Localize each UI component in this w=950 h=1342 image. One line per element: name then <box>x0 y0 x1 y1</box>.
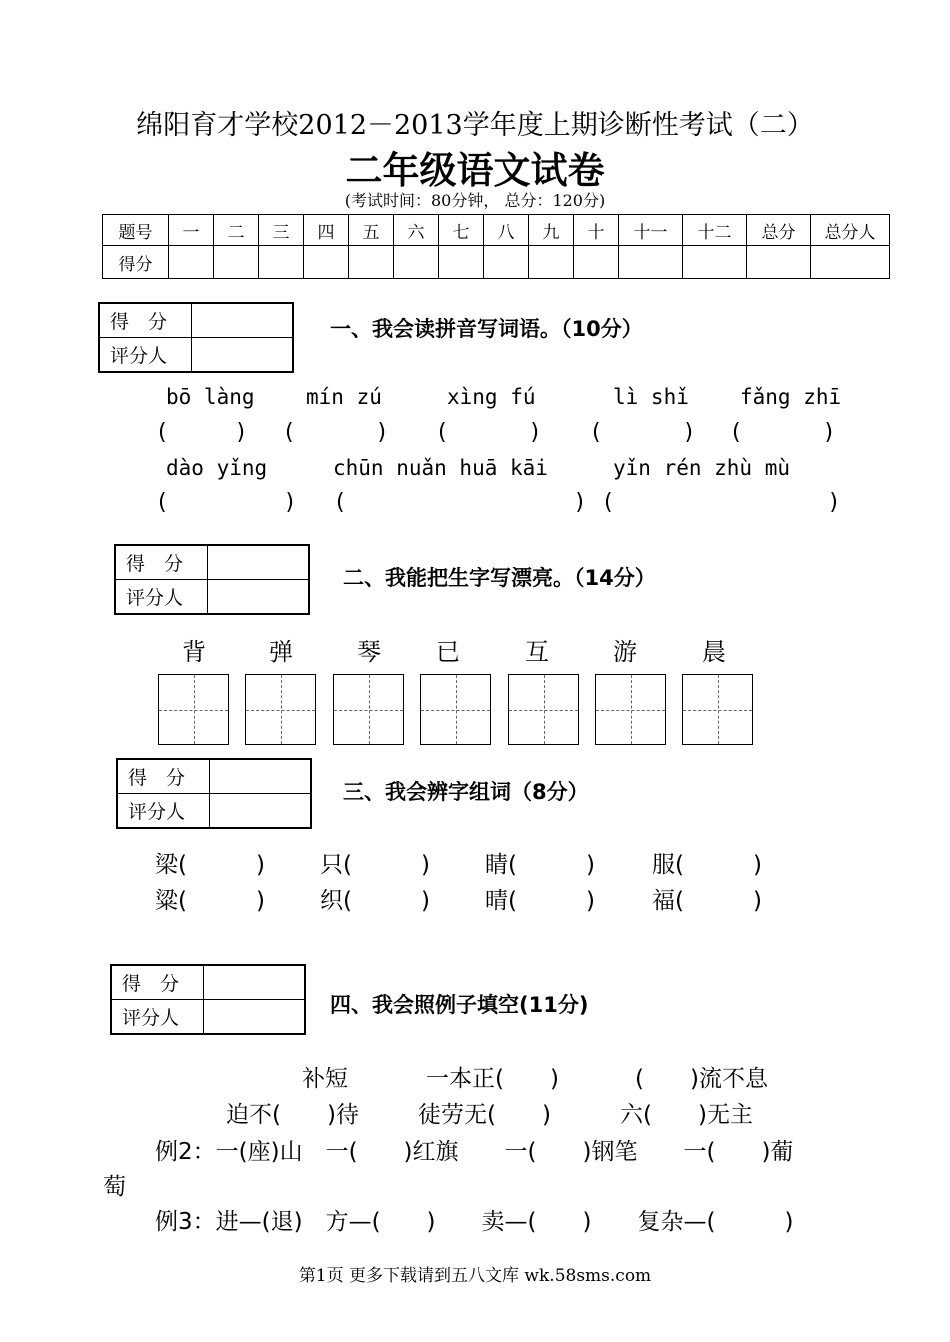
character: 游 <box>613 638 637 666</box>
grade-box-grader-label: 评分人 <box>117 794 210 829</box>
section3-heading: 三、我会辨字组词（8分） <box>343 780 589 804</box>
section1-heading: 一、我会读拼音写词语。（10分） <box>330 317 643 341</box>
score-table-cell: 六 <box>394 215 439 246</box>
idiom-item[interactable]: 徒劳无( ) <box>418 1102 551 1128</box>
grade-box-grader-label: 评分人 <box>99 338 192 373</box>
character: 晨 <box>702 638 726 666</box>
score-blank[interactable] <box>349 246 394 279</box>
score-blank[interactable] <box>529 246 574 279</box>
score-table-cell: 十 <box>574 215 619 246</box>
pinyin-item: mín zú <box>306 385 382 409</box>
score-blank[interactable] <box>747 246 811 279</box>
word-group-item[interactable]: 粱( ) <box>155 888 265 914</box>
score-table-cell: 十一 <box>619 215 683 246</box>
idiom-item[interactable]: 迫不( )待 <box>226 1102 359 1128</box>
exam-info: (考试时间：80分钟， 总分：120分) <box>344 191 606 210</box>
grade-box-blank[interactable] <box>208 580 310 615</box>
character: 弹 <box>269 638 293 666</box>
score-table-cell: 十二 <box>683 215 747 246</box>
idiom-item[interactable]: ( )流不息 <box>635 1066 768 1092</box>
word-group-item[interactable]: 晴( ) <box>485 888 595 914</box>
writing-grid-box[interactable] <box>333 674 404 745</box>
word-group-item[interactable]: 织( ) <box>320 888 430 914</box>
grade-box-score-label: 得 分 <box>115 545 208 580</box>
score-table-score-row <box>103 246 890 279</box>
score-table-cell: 三 <box>259 215 304 246</box>
word-group-item[interactable]: 梁( ) <box>155 852 265 878</box>
score-table-cell: 九 <box>529 215 574 246</box>
section2-heading: 二、我能把生字写漂亮。（14分） <box>343 566 656 590</box>
score-table-cell: 八 <box>484 215 529 246</box>
score-table-cell: 五 <box>349 215 394 246</box>
page-footer: 第1页 更多下载请到五八文库 wk.58sms.com <box>298 1266 652 1286</box>
score-blank[interactable] <box>259 246 304 279</box>
character: 互 <box>525 638 549 666</box>
grade-box-grader-label: 评分人 <box>111 1000 204 1035</box>
word-group-item[interactable]: 只( ) <box>320 852 430 878</box>
score-table <box>102 214 890 279</box>
writing-grid-box[interactable] <box>682 674 753 745</box>
grade-box-score-label: 得 分 <box>111 965 204 1000</box>
exam-title: 二年级语文试卷 <box>345 148 605 192</box>
answer-parens[interactable]: ( ) <box>592 420 694 445</box>
score-table-cell: 得分 <box>103 246 169 279</box>
score-table-cell: 题号 <box>103 215 169 246</box>
score-blank[interactable] <box>304 246 349 279</box>
idiom-item[interactable]: 六( )无主 <box>620 1102 753 1128</box>
score-table-header-row <box>103 215 890 246</box>
school-exam-line: 绵阳育才学校2012－2013学年度上期诊断性考试（二） <box>136 110 814 141</box>
score-table-cell: 总分 <box>747 215 811 246</box>
grade-box-blank[interactable] <box>204 1000 306 1035</box>
section4-heading: 四、我会照例子填空(11分) <box>330 993 589 1017</box>
grade-box <box>98 302 294 373</box>
pinyin-item: bō làng <box>166 385 255 409</box>
grade-box <box>114 544 310 615</box>
writing-grid-box[interactable] <box>245 674 316 745</box>
grade-box-score-label: 得 分 <box>117 759 210 794</box>
score-blank[interactable] <box>683 246 747 279</box>
character: 琴 <box>357 638 381 666</box>
writing-grid-box[interactable] <box>508 674 579 745</box>
pinyin-item: dào yǐng <box>166 456 268 480</box>
pinyin-item: yǐn rén zhù mù <box>613 456 791 480</box>
score-blank[interactable] <box>439 246 484 279</box>
grade-box-blank[interactable] <box>204 965 306 1000</box>
character: 背 <box>182 638 206 666</box>
grade-box <box>116 758 312 829</box>
example2-wrap: 萄 <box>103 1174 126 1200</box>
writing-grid-box[interactable] <box>158 674 229 745</box>
grade-box-grader-label: 评分人 <box>115 580 208 615</box>
answer-parens[interactable]: ( ) <box>438 420 540 445</box>
pinyin-item: xìng fú <box>447 385 536 409</box>
answer-parens[interactable]: ( ) <box>732 420 834 445</box>
score-blank[interactable] <box>484 246 529 279</box>
score-table-cell: 一 <box>169 215 214 246</box>
idiom-item: 补短 <box>302 1066 348 1092</box>
score-blank[interactable] <box>574 246 619 279</box>
score-table-cell: 四 <box>304 215 349 246</box>
grade-box-blank[interactable] <box>192 303 294 338</box>
pinyin-item: fǎng zhī <box>740 385 842 409</box>
score-table-cell: 二 <box>214 215 259 246</box>
score-blank[interactable] <box>394 246 439 279</box>
grade-box-blank[interactable] <box>208 545 310 580</box>
writing-grid-box[interactable] <box>420 674 491 745</box>
example3-line[interactable]: 例3：进—(退) 方—( ) 卖—( ) 复杂—( ) <box>155 1209 794 1235</box>
answer-parens[interactable]: ( ) <box>336 490 584 515</box>
answer-parens[interactable]: ( ) <box>285 420 387 445</box>
grade-box-blank[interactable] <box>210 794 312 829</box>
answer-parens[interactable]: ( ) <box>158 490 295 515</box>
score-table-cell: 七 <box>439 215 484 246</box>
score-blank[interactable] <box>169 246 214 279</box>
score-table-cell: 总分人 <box>811 215 890 246</box>
score-blank[interactable] <box>619 246 683 279</box>
grade-box <box>110 964 306 1035</box>
pinyin-item: chūn nuǎn huā kāi <box>333 456 548 480</box>
score-blank[interactable] <box>811 246 890 279</box>
grade-box-blank[interactable] <box>210 759 312 794</box>
word-group-item[interactable]: 睛( ) <box>485 852 595 878</box>
writing-grid-box[interactable] <box>595 674 666 745</box>
grade-box-blank[interactable] <box>192 338 294 373</box>
example2-line[interactable]: 例2：一(座)山 一( )红旗 一( )钢笔 一( )葡 <box>155 1139 794 1165</box>
word-group-item[interactable]: 福( ) <box>652 888 762 914</box>
score-blank[interactable] <box>214 246 259 279</box>
word-group-item[interactable]: 服( ) <box>652 852 762 878</box>
idiom-item[interactable]: 一本正( ) <box>426 1066 559 1092</box>
answer-parens[interactable]: ( ) <box>158 420 246 445</box>
pinyin-item: lì shǐ <box>613 385 689 409</box>
grade-box-score-label: 得 分 <box>99 303 192 338</box>
character: 已 <box>436 638 460 666</box>
answer-parens[interactable]: ( ) <box>604 490 838 515</box>
